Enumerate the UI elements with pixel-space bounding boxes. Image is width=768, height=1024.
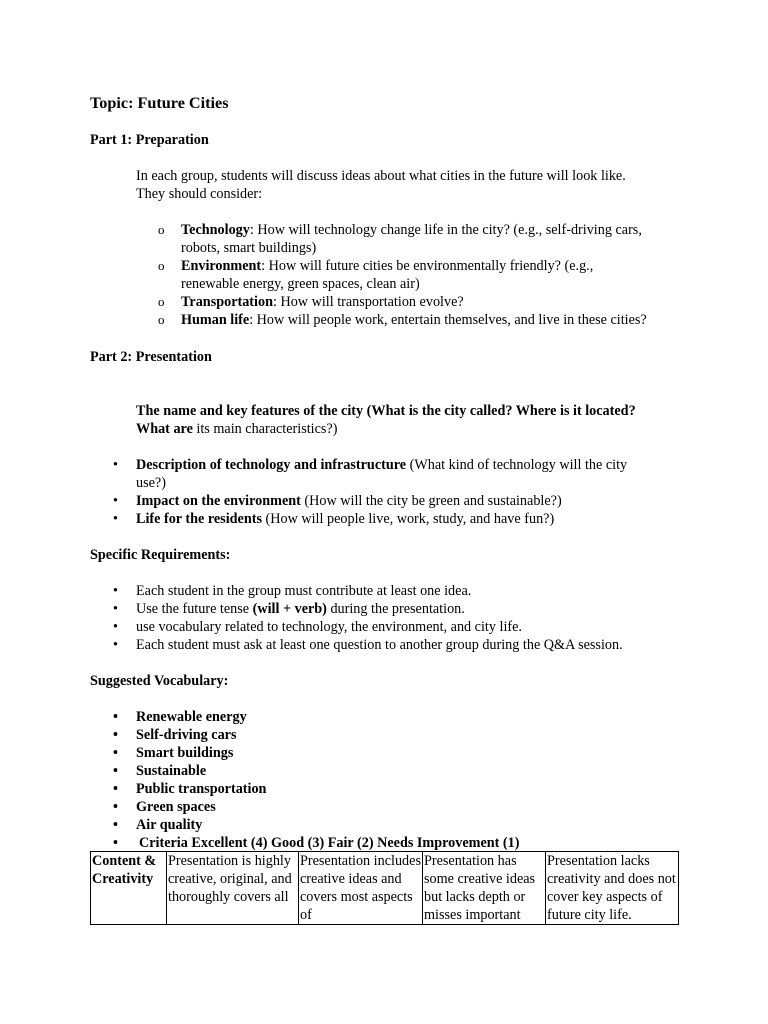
bullet-marker: • — [113, 457, 118, 473]
bullet-marker: • — [113, 601, 118, 617]
topic-title: Topic: Future Cities — [90, 94, 229, 112]
list-item — [113, 582, 623, 600]
bullet-marker: • — [113, 727, 118, 743]
list-item — [113, 456, 628, 492]
list-item — [158, 293, 647, 311]
part1-heading: Part 1: Preparation — [90, 132, 209, 148]
bullet-marker: • — [113, 799, 118, 815]
item-text: : How will future cities be environmentally friendly? (e.g., — [261, 258, 594, 274]
list-marker: o — [158, 222, 165, 237]
vocab-term: Sustainable — [136, 763, 207, 779]
item-text: Each student must ask at least one question to another group during the Q&A session. — [136, 637, 623, 653]
bullet-marker: • — [113, 835, 118, 851]
item-text: (How will the city be green and sustainable?) — [300, 493, 562, 509]
item-text-cont: robots, smart buildings) — [181, 240, 317, 256]
list-item — [113, 816, 519, 834]
rubric-cell-fair — [423, 852, 546, 925]
item-text: (How will people live, work, study, and have fun?) — [261, 511, 555, 527]
list-item — [113, 834, 520, 852]
bullet-marker: • — [113, 493, 118, 509]
bullet-marker: • — [113, 637, 118, 653]
part2-key-line1: The name and key features of the city (What is the city called? Where is it located? — [136, 403, 636, 419]
item-term: Technology — [181, 222, 250, 238]
key-line2-rest: its main characteristics?) — [192, 421, 338, 437]
list-item — [113, 708, 519, 726]
list-item — [113, 726, 519, 744]
list-item — [113, 510, 627, 528]
vocabulary-heading: Suggested Vocabulary: — [90, 673, 229, 689]
rubric-table — [90, 851, 679, 925]
part1-intro-line2: They should consider: — [136, 186, 263, 202]
item-text: use vocabulary related to technology, the environment, and city life. — [136, 619, 522, 635]
list-marker: o — [158, 312, 165, 327]
list-item — [113, 600, 623, 618]
item-term: Environment — [181, 258, 262, 274]
item-term: Life for the residents — [136, 511, 262, 527]
cell-text: Presentation includes creative ideas and covers most aspects of — [300, 853, 421, 923]
item-text: Use the future tense — [136, 601, 253, 617]
item-text-cont: renewable energy, green spaces, clean air) — [181, 276, 420, 292]
item-term: Human life — [181, 312, 250, 328]
requirements-heading: Specific Requirements: — [90, 547, 231, 563]
vocab-term: Green spaces — [136, 799, 216, 815]
item-text: : How will technology change life in the city? (e.g., self-driving cars, — [249, 222, 642, 238]
vocab-term: Air quality — [136, 817, 203, 833]
item-term: Impact on the environment — [136, 493, 301, 509]
rubric-cell-excellent — [167, 852, 299, 925]
item-text-cont: use?) — [136, 475, 166, 491]
bullet-marker: • — [113, 583, 118, 599]
cell-text: Presentation lacks creativity and does not cover key aspects of future city life. — [547, 853, 676, 923]
list-item — [158, 311, 647, 329]
rubric-cell-good — [299, 852, 423, 925]
criteria-line: Criteria Excellent (4) Good (3) Fair (2) Needs Improvement (1) — [139, 835, 520, 851]
list-item — [158, 221, 647, 257]
vocab-term: Renewable energy — [136, 709, 247, 725]
bullet-marker: • — [113, 511, 118, 527]
item-text: Each student in the group must contribute at least one idea. — [136, 583, 472, 599]
list-item — [113, 744, 519, 762]
item-term: Description of technology and infrastructure — [136, 457, 407, 473]
row-label-text: Content & Creativity — [92, 853, 157, 887]
cell-text: Presentation has some creative ideas but lacks depth or misses important — [424, 853, 536, 923]
part2-bullet-list — [113, 456, 628, 528]
item-text: : How will people work, entertain themselves, and live in these cities? — [249, 312, 647, 328]
list-item — [113, 762, 519, 780]
table-row — [91, 852, 679, 925]
item-bold: (will + verb) — [252, 601, 327, 617]
list-marker: o — [158, 294, 165, 309]
item-text: (What kind of technology will the city — [406, 457, 628, 473]
vocabulary-list — [113, 708, 520, 852]
bullet-marker: • — [113, 619, 118, 635]
requirements-list — [113, 582, 623, 654]
key-line2-bold: What are — [136, 421, 193, 437]
item-text: : How will transportation evolve? — [272, 294, 464, 310]
list-item — [113, 492, 627, 510]
bullet-marker: • — [113, 781, 118, 797]
item-text-post: during the presentation. — [326, 601, 465, 617]
list-marker: o — [158, 258, 165, 273]
part2-heading: Part 2: Presentation — [90, 349, 212, 365]
vocab-term: Self-driving cars — [136, 727, 237, 743]
part1-consider-list — [158, 221, 647, 329]
item-term: Transportation — [181, 294, 273, 310]
cell-text: Presentation is highly creative, original, and thoroughly covers all — [168, 853, 292, 905]
bullet-marker: • — [113, 817, 118, 833]
list-item — [113, 798, 519, 816]
list-item — [113, 780, 519, 798]
list-item — [113, 636, 623, 654]
vocab-term: Public transportation — [136, 781, 267, 797]
bullet-marker: • — [113, 763, 118, 779]
bullet-marker: • — [113, 709, 118, 725]
vocab-term: Smart buildings — [136, 745, 234, 761]
rubric-cell-needs-improvement — [546, 852, 679, 925]
part1-intro-line1: In each group, students will discuss ideas about what cities in the future will look like. — [136, 168, 626, 184]
list-item — [158, 257, 647, 293]
bullet-marker: • — [113, 745, 118, 761]
part2-key-line2 — [136, 420, 337, 438]
rubric-row-label — [91, 852, 167, 925]
list-item — [113, 618, 623, 636]
